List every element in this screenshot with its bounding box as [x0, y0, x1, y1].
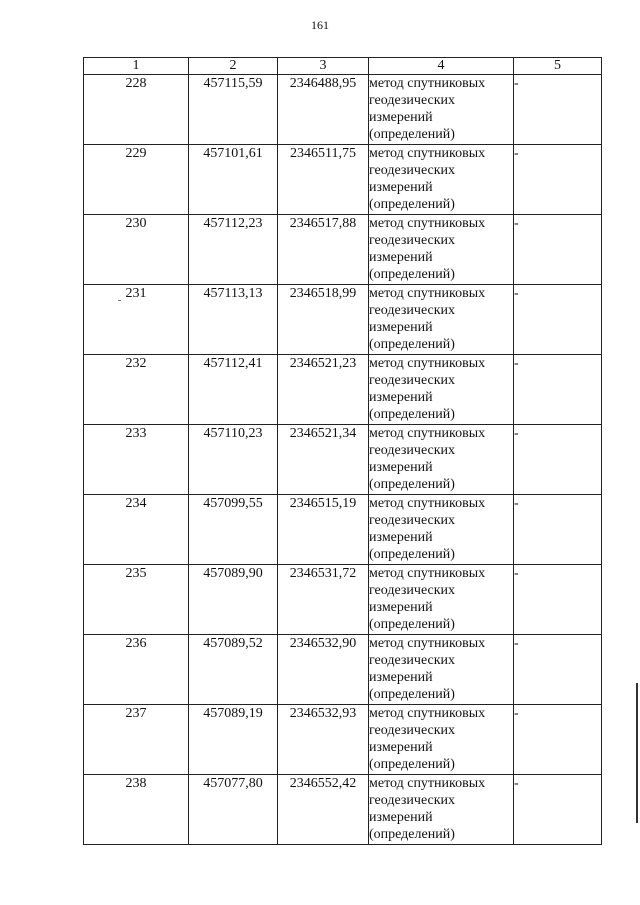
x-coordinate-cell: 457110,23 — [189, 425, 278, 495]
method-cell: метод спутниковых геодезических измерений (определений) — [369, 705, 514, 775]
note-cell: - — [514, 565, 602, 635]
header-col-5: 5 — [514, 58, 602, 75]
point-number-cell: 232 — [84, 355, 189, 425]
header-col-1: 1 — [84, 58, 189, 75]
y-coordinate-cell: 2346517,88 — [278, 215, 369, 285]
method-cell: метод спутниковых геодезических измерений (определений) — [369, 215, 514, 285]
x-coordinate-cell: 457112,41 — [189, 355, 278, 425]
note-cell: - — [514, 425, 602, 495]
table-row — [84, 705, 602, 775]
table-row — [84, 635, 602, 705]
point-number-cell: 237 — [84, 705, 189, 775]
x-coordinate-cell: 457115,59 — [189, 75, 278, 145]
header-col-2: 2 — [189, 58, 278, 75]
y-coordinate-cell: 2346531,72 — [278, 565, 369, 635]
table-row — [84, 565, 602, 635]
coordinates-table — [83, 57, 602, 845]
x-coordinate-cell: 457101,61 — [189, 145, 278, 215]
y-coordinate-cell: 2346518,99 — [278, 285, 369, 355]
x-coordinate-cell: 457089,52 — [189, 635, 278, 705]
table-header — [84, 58, 602, 75]
table-row — [84, 145, 602, 215]
header-row — [84, 58, 602, 75]
note-cell: - — [514, 635, 602, 705]
point-number-cell: 234 — [84, 495, 189, 565]
method-cell: метод спутниковых геодезических измерений (определений) — [369, 425, 514, 495]
method-cell: метод спутниковых геодезических измерений (определений) — [369, 775, 514, 845]
x-coordinate-cell: 457099,55 — [189, 495, 278, 565]
note-cell: - — [514, 145, 602, 215]
method-cell: метод спутниковых геодезических измерений (определений) — [369, 495, 514, 565]
y-coordinate-cell: 2346488,95 — [278, 75, 369, 145]
note-cell: - — [514, 495, 602, 565]
x-coordinate-cell: 457112,23 — [189, 215, 278, 285]
header-col-4: 4 — [369, 58, 514, 75]
method-cell: метод спутниковых геодезических измерений (определений) — [369, 635, 514, 705]
y-coordinate-cell: 2346521,34 — [278, 425, 369, 495]
note-cell: - — [514, 705, 602, 775]
y-coordinate-cell: 2346521,23 — [278, 355, 369, 425]
table-row — [84, 775, 602, 845]
table-row — [84, 495, 602, 565]
note-cell: - — [514, 775, 602, 845]
method-cell: метод спутниковых геодезических измерений (определений) — [369, 75, 514, 145]
y-coordinate-cell: 2346552,42 — [278, 775, 369, 845]
x-coordinate-cell: 457077,80 — [189, 775, 278, 845]
method-cell: метод спутниковых геодезических измерений (определений) — [369, 285, 514, 355]
note-cell: - — [514, 355, 602, 425]
table-row — [84, 285, 602, 355]
x-coordinate-cell: 457089,19 — [189, 705, 278, 775]
point-number-cell: 233 — [84, 425, 189, 495]
table-row — [84, 355, 602, 425]
point-number-cell: 238 — [84, 775, 189, 845]
table-row — [84, 75, 602, 145]
y-coordinate-cell: 2346515,19 — [278, 495, 369, 565]
x-coordinate-cell: 457113,13 — [189, 285, 278, 355]
note-cell: - — [514, 75, 602, 145]
method-cell: метод спутниковых геодезических измерений (определений) — [369, 145, 514, 215]
page-number: 161 — [311, 18, 329, 32]
point-number-cell: 231 — [84, 285, 189, 355]
table-body — [84, 75, 602, 845]
y-coordinate-cell: 2346511,75 — [278, 145, 369, 215]
note-cell: - — [514, 215, 602, 285]
x-coordinate-cell: 457089,90 — [189, 565, 278, 635]
method-cell: метод спутниковых геодезических измерений (определений) — [369, 355, 514, 425]
header-col-3: 3 — [278, 58, 369, 75]
y-coordinate-cell: 2346532,93 — [278, 705, 369, 775]
method-cell: метод спутниковых геодезических измерений (определений) — [369, 565, 514, 635]
scan-edge-line — [636, 683, 638, 823]
point-number-cell: 229 — [84, 145, 189, 215]
table-row — [84, 215, 602, 285]
point-number-cell: 228 — [84, 75, 189, 145]
point-number-cell: 230 — [84, 215, 189, 285]
note-cell: - — [514, 285, 602, 355]
point-number-cell: 235 — [84, 565, 189, 635]
table-row — [84, 425, 602, 495]
scan-speck — [118, 300, 121, 301]
point-number-cell: 236 — [84, 635, 189, 705]
y-coordinate-cell: 2346532,90 — [278, 635, 369, 705]
